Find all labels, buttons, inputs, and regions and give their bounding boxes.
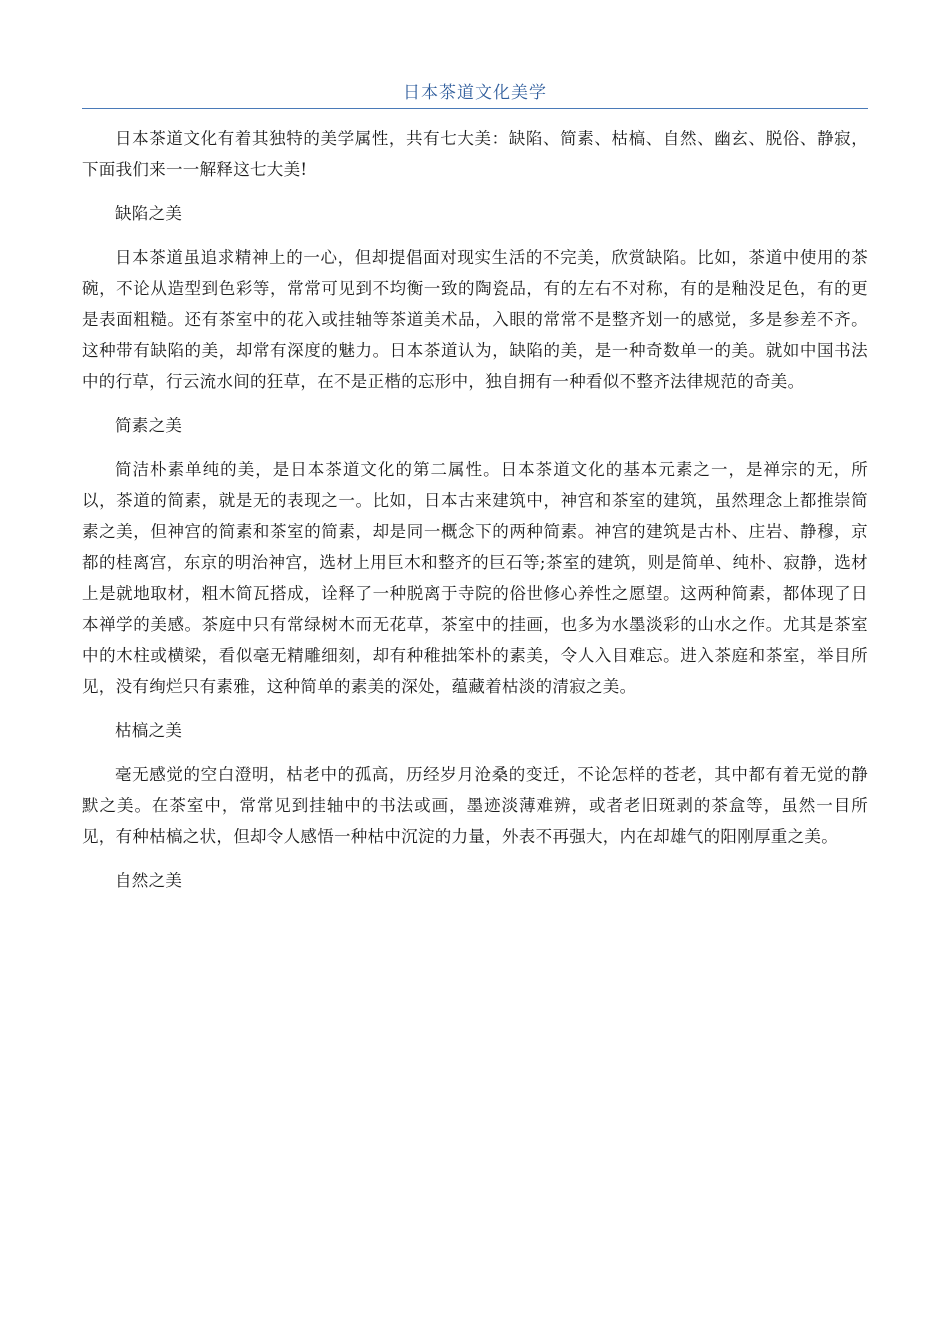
section-body-withered: 毫无感觉的空白澄明，枯老中的孤高，历经岁月沧桑的变迁，不论怎样的苍老，其中都有着无觉的静默之美。在茶室中，常常见到挂轴中的书法或画，墨迹淡薄难辨，或者老旧斑剥的茶盒等，虽然一目所见，有种枯槁之状，但却令人感悟一种枯中沉淀的力量，外表不再强大，内在却雄气的阳刚厚重之美。 [82, 765, 868, 846]
section-heading-withered: 枯槁之美 [115, 721, 183, 740]
page-header [82, 80, 868, 109]
section-heading-defect: 缺陷之美 [115, 204, 183, 223]
section-body-defect: 日本茶道虽追求精神上的一心，但却提倡面对现实生活的不完美，欣赏缺陷。比如，茶道中使用的茶碗，不论从造型到色彩等，常常可见到不均衡一致的陶瓷品，有的左右不对称，有的是釉没足色，有的更是表面粗糙。还有茶室中的花入或挂轴等茶道美术品，入眼的常常不是整齐划一的感觉，多是参差不齐。这种带有缺陷的美，却常有深度的魅力。日本茶道认为，缺陷的美，是一种奇数单一的美。就如中国书法中的行草，行云流水间的狂草，在不是正楷的忘形中，独自拥有一种看似不整齐法律规范的奇美。 [82, 248, 868, 391]
section-heading-nature: 自然之美 [115, 871, 183, 890]
section-body-simplicity: 简洁朴素单纯的美，是日本茶道文化的第二属性。日本茶道文化的基本元素之一，是禅宗的无，所以，茶道的简素，就是无的表现之一。比如，日本古来建筑中，神宫和茶室的建筑，虽然理念上都推崇简素之美，但神宫的简素和茶室的简素，却是同一概念下的两种简素。神宫的建筑是古朴、庄岩、静穆，京都的桂离宫，东京的明治神宫，选材上用巨木和整齐的巨石等;茶室的建筑，则是简单、纯朴、寂静，选材上是就地取材，粗木简瓦搭成，诠释了一种脱离于寺院的俗世修心养性之愿望。这两种简素，都体现了日本禅学的美感。茶庭中只有常绿树木而无花草，茶室中的挂画，也多为水墨淡彩的山水之作。尤其是茶室中的木柱或横梁，看似毫无精雕细刻，却有种稚拙笨朴的素美，令人入目难忘。进入茶庭和茶室，举目所见，没有绚烂只有素雅，这种简单的素美的深处，蕴藏着枯淡的清寂之美。 [82, 460, 868, 696]
document-body [82, 123, 868, 896]
page-title: 日本茶道文化美学 [403, 83, 547, 103]
intro-paragraph: 日本茶道文化有着其独特的美学属性，共有七大美：缺陷、简素、枯槁、自然、幽玄、脱俗、静寂，下面我们来一一解释这七大美! [82, 129, 868, 179]
section-heading-simplicity: 简素之美 [115, 416, 183, 435]
